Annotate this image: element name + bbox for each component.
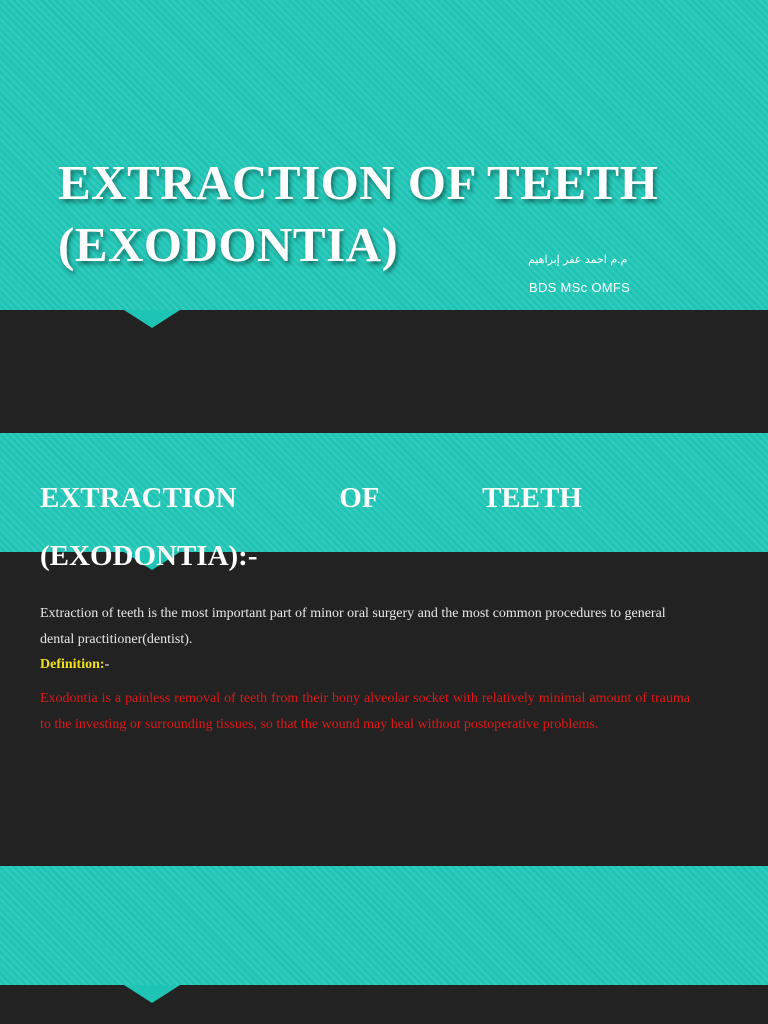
slide2-heading bbox=[40, 478, 582, 576]
definition-suffix: - bbox=[104, 657, 110, 672]
heading-word-extraction: EXTRACTION bbox=[40, 482, 237, 514]
slide3-teal-band bbox=[0, 866, 768, 985]
heading-word-of: OF bbox=[339, 482, 380, 514]
intro-paragraph: Extraction of teeth is the most important part of minor oral surgery and the most common procedures to general dental practitioner(dentist). bbox=[40, 606, 666, 647]
slide1-title-line1: EXTRACTION OF TEETH bbox=[58, 155, 659, 210]
slide1-title-line2: (EXODONTIA) bbox=[58, 217, 399, 272]
slide2-heading-line1 bbox=[40, 478, 582, 518]
heading-word-teeth: TEETH bbox=[482, 482, 582, 514]
definition-heading bbox=[40, 652, 109, 678]
definition-paragraph: Exodontia is a painless removal of teeth from their bony alveolar socket with relatively minimal amount of trauma to the investing or surrounding tissues, so that the wound may heal without postoperative problems. bbox=[40, 691, 690, 732]
author-degree: BDS MSc OMFS bbox=[529, 280, 631, 295]
definition-label: Definition: bbox=[40, 657, 105, 672]
slide1-dark-footer bbox=[0, 310, 768, 433]
slide2-heading-line2: (EXODONTIA):- bbox=[40, 540, 258, 572]
slide1-notch bbox=[124, 310, 180, 328]
slide3-notch bbox=[124, 985, 180, 1003]
author-name-arabic: م.م احمد عفر إبراهيم bbox=[528, 253, 628, 266]
slide3-dark-body bbox=[0, 985, 768, 1024]
